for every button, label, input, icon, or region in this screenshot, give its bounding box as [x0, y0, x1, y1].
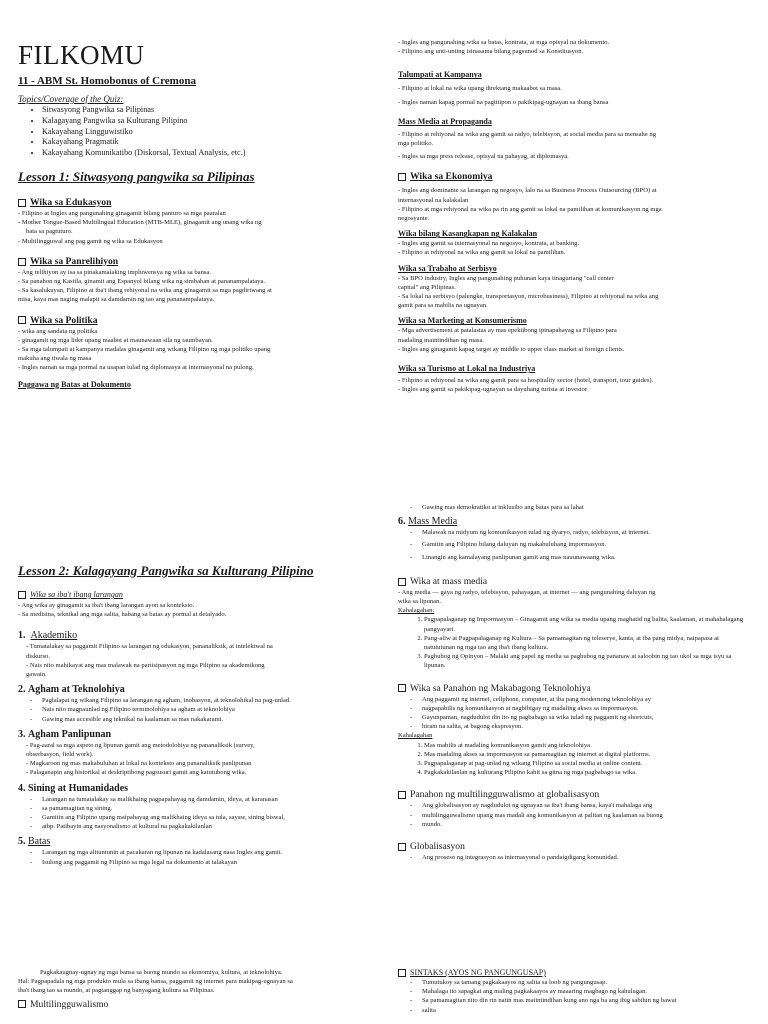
checkbox-icon: [398, 578, 406, 586]
list-item: - Larangan ng mga alituntunin at pacakaran ng lipunan na kadalasang nasa Ingles ang gamit.: [42, 848, 370, 857]
section-ibat-ibang-larangan: Wika sa iba't ibang larangan: [18, 589, 370, 601]
topic-item: • Kakayahang Pragmatik: [42, 137, 370, 148]
text-line: diskurso.: [26, 652, 50, 660]
turismo-heading: Wika sa Turismo at Lokal na Industriya: [398, 364, 536, 374]
topic-item: • Kakayahang Komunikatibo (Diskorsal, Textual Analysis, etc.): [42, 148, 370, 159]
left-top-column: [18, 40, 370, 390]
list-item: - Tumutukoy sa tamang pagkakaayos ng salita sa loob ng pangungusap.: [422, 978, 750, 987]
text-line: - Sa BPO industry, Ingles ang pangunahing puhunan kaya tinaguriang "call center: [398, 274, 614, 282]
list-item: - Nais nito magpaunlad ng Filipino terminolohiya sa agham at teknolohiya: [42, 705, 370, 714]
list-item: - Gayunpaman, nagdudulot din ito ng pagbabago sa wika tulad ng paggamit ng shortcuts,: [422, 713, 750, 722]
right-top-column: [398, 38, 750, 394]
text-line: - Filipino at mga rehiyonal na wika pa rin ang gamit sa lokal na pamilihan at komunikasyon ng mga: [398, 205, 662, 213]
list-item: - Malawak na midyum ng komunikasyon tulad ng dyaryo, radyo, telebisyon, at internet.: [422, 528, 750, 537]
list-item: - Isulong ang paggamit ng Filipino sa mga legal na dokumento at talakayan: [42, 858, 370, 867]
text-line: - Multilingguwal ang pag gamit ng wika sa Edukasyon: [18, 237, 163, 245]
humanidades-heading: 4. Sining at Humanidades: [18, 782, 129, 794]
class-name: 11 - ABM St. Homobonus of Cremona: [18, 75, 196, 87]
agham-list: [18, 696, 370, 724]
topics-label: Topics/Coverage of the Quiz:: [18, 94, 124, 104]
kahalagahan-list: [398, 615, 750, 670]
text-line: negosyante.: [398, 215, 430, 223]
list-item: 3. Paghubog ng Opinyon – Malaki ang papel ng media sa paghubog ng pananaw at saloobin ng tao ukol sa mga isyu sa lipunan.: [424, 652, 750, 670]
sintaks-heading: SINTAKS (AYOS NG PANGUNGUSAP): [398, 968, 750, 978]
list-item: - mundo.: [422, 820, 750, 829]
text-line: iba't ibang tao sa mundo, at pagtanggap ng banyagang kultura sa Pilipinas.: [18, 987, 215, 995]
section-teknolohiya: Wika sa Panahon ng Makabagong Teknolohiya: [398, 683, 750, 695]
kahalagahan-list: [398, 741, 750, 778]
list-item: - salita: [422, 1006, 750, 1015]
list-item: - Gamitin ang Filipino bilang daluyan ng makabuluhang impormasyon.: [422, 540, 750, 549]
text-line: madaling maintindihan ng masa.: [398, 336, 485, 344]
text-line: gamit para sa mabilis na ugnayan.: [398, 302, 488, 310]
lesson2-title: Lesson 2: Kalagayang Pangwika sa Kulturang Pilipino: [18, 563, 314, 578]
text-line: wika sa lipunan.: [398, 598, 442, 606]
batas-list: [18, 848, 370, 866]
list-item: - Gawing mas accesible ang teknikal na kaalaman sa mas nakakarami.: [42, 715, 370, 724]
section-wika-mass-media: Wika at mass media: [398, 576, 750, 588]
text-line: misa, kaya mas naging malapit sa damdamin ng tao ang pananampalataya.: [18, 296, 215, 304]
text-line: gawain.: [26, 671, 47, 679]
globalisasyon-list: [398, 853, 750, 862]
text-line: - Mga advertisement at patalastas ay mas epektibong ipinapahayag sa Filipino para: [398, 327, 617, 335]
akademiko-heading: 1. Akademiko: [18, 630, 78, 642]
text-line: - Filipino at rehiyonal na wika ang gamit para sa hospitality sector (hotel, transport, tour guides).: [398, 377, 654, 385]
checkbox-icon: [18, 199, 26, 207]
checkbox-icon: [398, 173, 406, 181]
text-line: - Tumatalakay sa paggamit Filipino sa larangan ng edukasyon, pananaliksik, at intelektwal na: [26, 643, 273, 651]
list-item: 2. Mas madaling akses sa impormasyon sa pamamagitan ng internet at digital platforms.: [424, 750, 750, 759]
mass-media-list: [398, 528, 750, 562]
topics-list: [18, 105, 370, 159]
text-line: - Mother Tongue-Based Multilingual Education (MTB-MLE), ginagamit ang unang wika ng: [18, 219, 262, 227]
checkbox-icon: [398, 684, 406, 692]
list-item: - sa pamamagitan ng sining.: [42, 804, 370, 813]
text-line: - Magkaroon ng mas makabuluhan at lokal na konteksto ang pananaliksik panlipunan: [26, 760, 252, 768]
text-line: - Filipino at rehiyonal na wika ang gamit sa lokal na pamilihan.: [398, 249, 566, 257]
sintaks-list: [398, 978, 750, 1015]
checkbox-icon: [18, 258, 26, 266]
list-item: - Linangin ang kamalayang panlipunan gamit ang mas nauunawaang wika.: [422, 553, 750, 562]
text-line: - wika ang sandata ng politika: [18, 327, 98, 335]
text-line: - Filipino at Ingles ang pangunahing ginagamit bilang panturo sa mga paaralan: [18, 209, 226, 217]
left-bottom-column: [18, 563, 370, 867]
list-item: - multilingguwalismo upang mas madali ang komunikasyon at palitan ng kaalaman sa buong: [422, 811, 750, 820]
text-line: - Filipino at rehiyonal na wika ang gamit sa radyo, telebisyon, at social media para sa mensahe ng: [398, 130, 656, 138]
text-line: - Ang media — gaya ng radyo, telebisyon, pahayagan, at internet — ang pangunahing daluyan ng: [398, 588, 656, 596]
checkbox-icon: [398, 791, 406, 799]
section-panrelihiyon: Wika sa Panrelihiyon: [18, 256, 370, 268]
kalakalan-heading: Wika bilang Kasangkapan ng Kalakalan: [398, 229, 538, 239]
checkbox-icon: [398, 969, 406, 977]
text-line: - Sa kasalukuyan, Filipino at iba't ibang rehiyonal na wika ang ginagamit sa mga pagdiriwang at: [18, 287, 272, 295]
batas-heading: Paggawa ng Batas at Dokumento: [18, 379, 131, 389]
text-line: mga politiko.: [398, 140, 434, 148]
text-line: - ginagamit ng mga lider upang maabot at maunawaan sila ng taumbayan.: [18, 336, 213, 344]
document-title: FILKOMU: [18, 40, 145, 70]
list-item: - Ang globalisasyon ay nagdudulot ng ugnayan sa iba't ibang bansa, kaya't mahalaga ang: [422, 801, 750, 810]
section-globalisasyon: Globalisasyon: [398, 841, 750, 853]
text-line: bata sa pagtuturo.: [26, 228, 73, 236]
kahalagahan-label: Kahalagahan:: [398, 607, 435, 615]
list-item: - Mahalaga ito sapagkat ang maling pagkakaayos ay maaaring magbago ng kahulugan.: [422, 987, 750, 996]
teknolohiya-list: [398, 695, 750, 732]
text-line: - Nais nito mahikayat ang mas malawak na partisipasyon ng mga Pilipino sa akademikong: [26, 661, 265, 669]
text-line: - Ingles ang pangunahing wika sa batas, kontrata, at mga opisyal na dokumento.: [398, 39, 610, 46]
list-item: 1. Mas mabilis at madaling komunikasyon gamit ang teknolohiya.: [424, 741, 750, 750]
section-globalisasyon-multi: Panahon ng multilingguwalismo at globalisasyon: [398, 789, 750, 801]
checkbox-icon: [18, 1000, 26, 1008]
list-item: - hiram na salita, at bagong ekspresyon.: [422, 722, 750, 731]
list-item: 4. Pagkakakilanlan ng kulturang Pilipino kahit sa gitna ng mga pagbabago sa wika.: [424, 768, 750, 777]
massmedia-heading: Mass Media at Propaganda: [398, 116, 492, 126]
list-item: 3. Pagpapalaganap at pag-unlad ng wikang Filipino sa social media at online content.: [424, 759, 750, 768]
globalisasyon-multi-list: [398, 801, 750, 829]
text-line: - Sa mga talumpati at kampanya madalas ginagamit ang wikang Filipino ng mga politiko upang: [18, 346, 271, 354]
list-item: - Paglalapat ng wikang Filipino sa larangan ng agham, inobasyon, at teknolohikal na pag-unlad.: [42, 696, 370, 705]
text-line: capital" ang Pilipinas.: [398, 283, 456, 291]
left-footer-block: [18, 968, 370, 1011]
text-line: - Sa lokal na serbisyo (palengke, transportasyon, microbusiness), Filipino at rehiyonal na wika ang: [398, 293, 659, 301]
checkbox-icon: [18, 591, 26, 599]
text-line: - Filipino ang unti-unting isinasama bilang pagsunod sa Konstitusyon.: [398, 48, 584, 56]
text-line: - Ang wika ay ginagamit sa iba't ibang larangan ayon sa konteksto.: [18, 602, 195, 609]
text-line: - Ingles ang gamit sa pakikipag-ugnayan sa dayuhang turista at investor: [398, 386, 587, 394]
topic-item: • Sitwasyong Pangwika sa Pilipinas: [42, 105, 370, 116]
text-line: - Ingles ang ginagamit kapag target ay middle to upper class market at foreign clients.: [398, 345, 625, 353]
mass-media-heading: 6. Mass Media: [398, 516, 458, 528]
text-line: Pagkakaugnay-ugnay ng mga bansa sa buong mundo sa ekonomiya, kultura, at teknolohiya.: [40, 969, 283, 976]
right-bottom-column: [398, 503, 750, 862]
text-line: - Pag-aaral sa mga aspeto ng lipunan gamit ang metodolohiya ng pananaliksik (survey,: [26, 741, 255, 749]
trabaho-heading: Wika sa Trabaho at Serbisyo: [398, 263, 497, 273]
kampanya-heading: Talumpati at Kampanya: [398, 70, 482, 80]
section-multilingguwalismo: Multilingguwalismo: [18, 999, 370, 1011]
list-item: - Gamitin ang Filipino upang maipahayag ang malikhaing ideya sa tula, sayaw, sining biswal,: [42, 813, 370, 822]
text-line: - Sa panahon ng Kastila, ginamit ang Espanyol bilang wika ng simbahan at pananampalataya.: [18, 278, 266, 285]
batas-heading: 5. Batas: [18, 836, 51, 848]
text-line: - Ingles naman kapag pormal na pagtitipon o pakikipag-ugnayan sa ibang bansa: [398, 98, 609, 106]
list-item: - Ang proseso ng integrasyon sa internasyonal o pandaigdigang komunidad.: [422, 853, 750, 862]
lesson1-title: Lesson 1: Sitwasyong pangwika sa Pilipinas: [18, 168, 255, 184]
text-line: - Filipino at lokal na wika upang direktang makaabot sa masa.: [398, 85, 562, 93]
list-item: 1. Pagpapalaganap ng Impormasyon – Ginagamit ang wika sa media upang maghatid ng balita, kaalaman, at mahahalagang pangyayari.: [424, 615, 750, 633]
text-line: obserbasyon, field work).: [26, 751, 94, 759]
section-edukasyon: Wika sa Edukasyon: [18, 197, 370, 209]
list-item: - Sa pamamagitan nito din rin natin mas maiintindihan kung ano nga ba ang ibig sabihin ng bawat: [422, 996, 750, 1005]
text-line: - Ingles sa mga press release, opisyal na pahayag, at diplomasya.: [398, 153, 569, 161]
text-line: - Sa medisina, teknikal ang mga salita, habang sa batas ay pormal at detalyado.: [18, 611, 227, 619]
section-politika: Wika sa Politika: [18, 315, 370, 327]
list-item: - Larangan na tumatalakay sa malikhaing pagpapahayag ng damdamin, ideya, at karanasan: [42, 795, 370, 804]
list-item: - atbp. Patibayin ang nasyonalismo at kultural na pagkakakilanlan: [42, 822, 370, 831]
agham-heading: 2. Agham at Teknolohiya: [18, 684, 125, 696]
right-footer-block: [398, 968, 750, 1015]
text-line: - Ingles ang gamit sa internasyonal na negosyo, kontrata, at banking.: [398, 240, 580, 248]
top-item-list: [398, 503, 750, 512]
text-line: makuha ang tiwala ng masa: [18, 355, 92, 363]
panlipunan-heading: 3. Agham Panlipunan: [18, 728, 112, 740]
text-line: - Ingles naman sa mga pormal na usapan tulad ng diplomasya at internasyonal na pulong.: [18, 364, 254, 372]
text-line: Hal: Pagpapadala ng mga produkto mula sa ibang bansa, paggamit ng internet para makipag-ugnayan sa: [18, 978, 293, 986]
marketing-heading: Wika sa Marketing at Konsumerismo: [398, 316, 527, 326]
section-ekonomiya: Wika sa Ekonomiya: [398, 171, 750, 183]
list-item: 2. Pang-aliw at Pagpapalaganap ng Kultura – Sa pamamagitan ng teleserye, kanta, at iba pang midya, naipapasa at natututunan ng mga tao ang iba't ibang kultura.: [424, 634, 750, 652]
text-line: - Palaganapin ang historikal at deskriptibong pagsusuri gamit ang katutubong wika.: [26, 769, 247, 777]
humanidades-list: [18, 795, 370, 832]
checkbox-icon: [398, 843, 406, 851]
list-item: - nagpapabilis ng komunikasyon at nagbibigay ng madaling akses sa impormasyon.: [422, 704, 750, 713]
kahalagahan-label: Kahalagahan: [398, 732, 433, 740]
text-line: - Ingles ang dominante sa larangan ng negosyo, lalo na sa Business Process Outsourcing (BPO) at: [398, 187, 657, 195]
list-item: - Gawing mas demokratiko at inklusibo ang batas para sa lahat: [422, 503, 750, 512]
list-item: - Ang paggamit ng internet, cellphone, computer, at iba pang modernong teknolohiya ay: [422, 695, 750, 704]
text-line: internasyonal na kalakalan: [398, 196, 469, 204]
topic-item: • Kalagayang Pangwika sa Kulturang Pilipino: [42, 116, 370, 127]
text-line: - Ang relihiyon ay isa sa pinakamalaking impluwensya ng wika sa bansa.: [18, 268, 212, 276]
checkbox-icon: [18, 316, 26, 324]
topic-item: • Kakayahang Lingguwistiko: [42, 127, 370, 138]
